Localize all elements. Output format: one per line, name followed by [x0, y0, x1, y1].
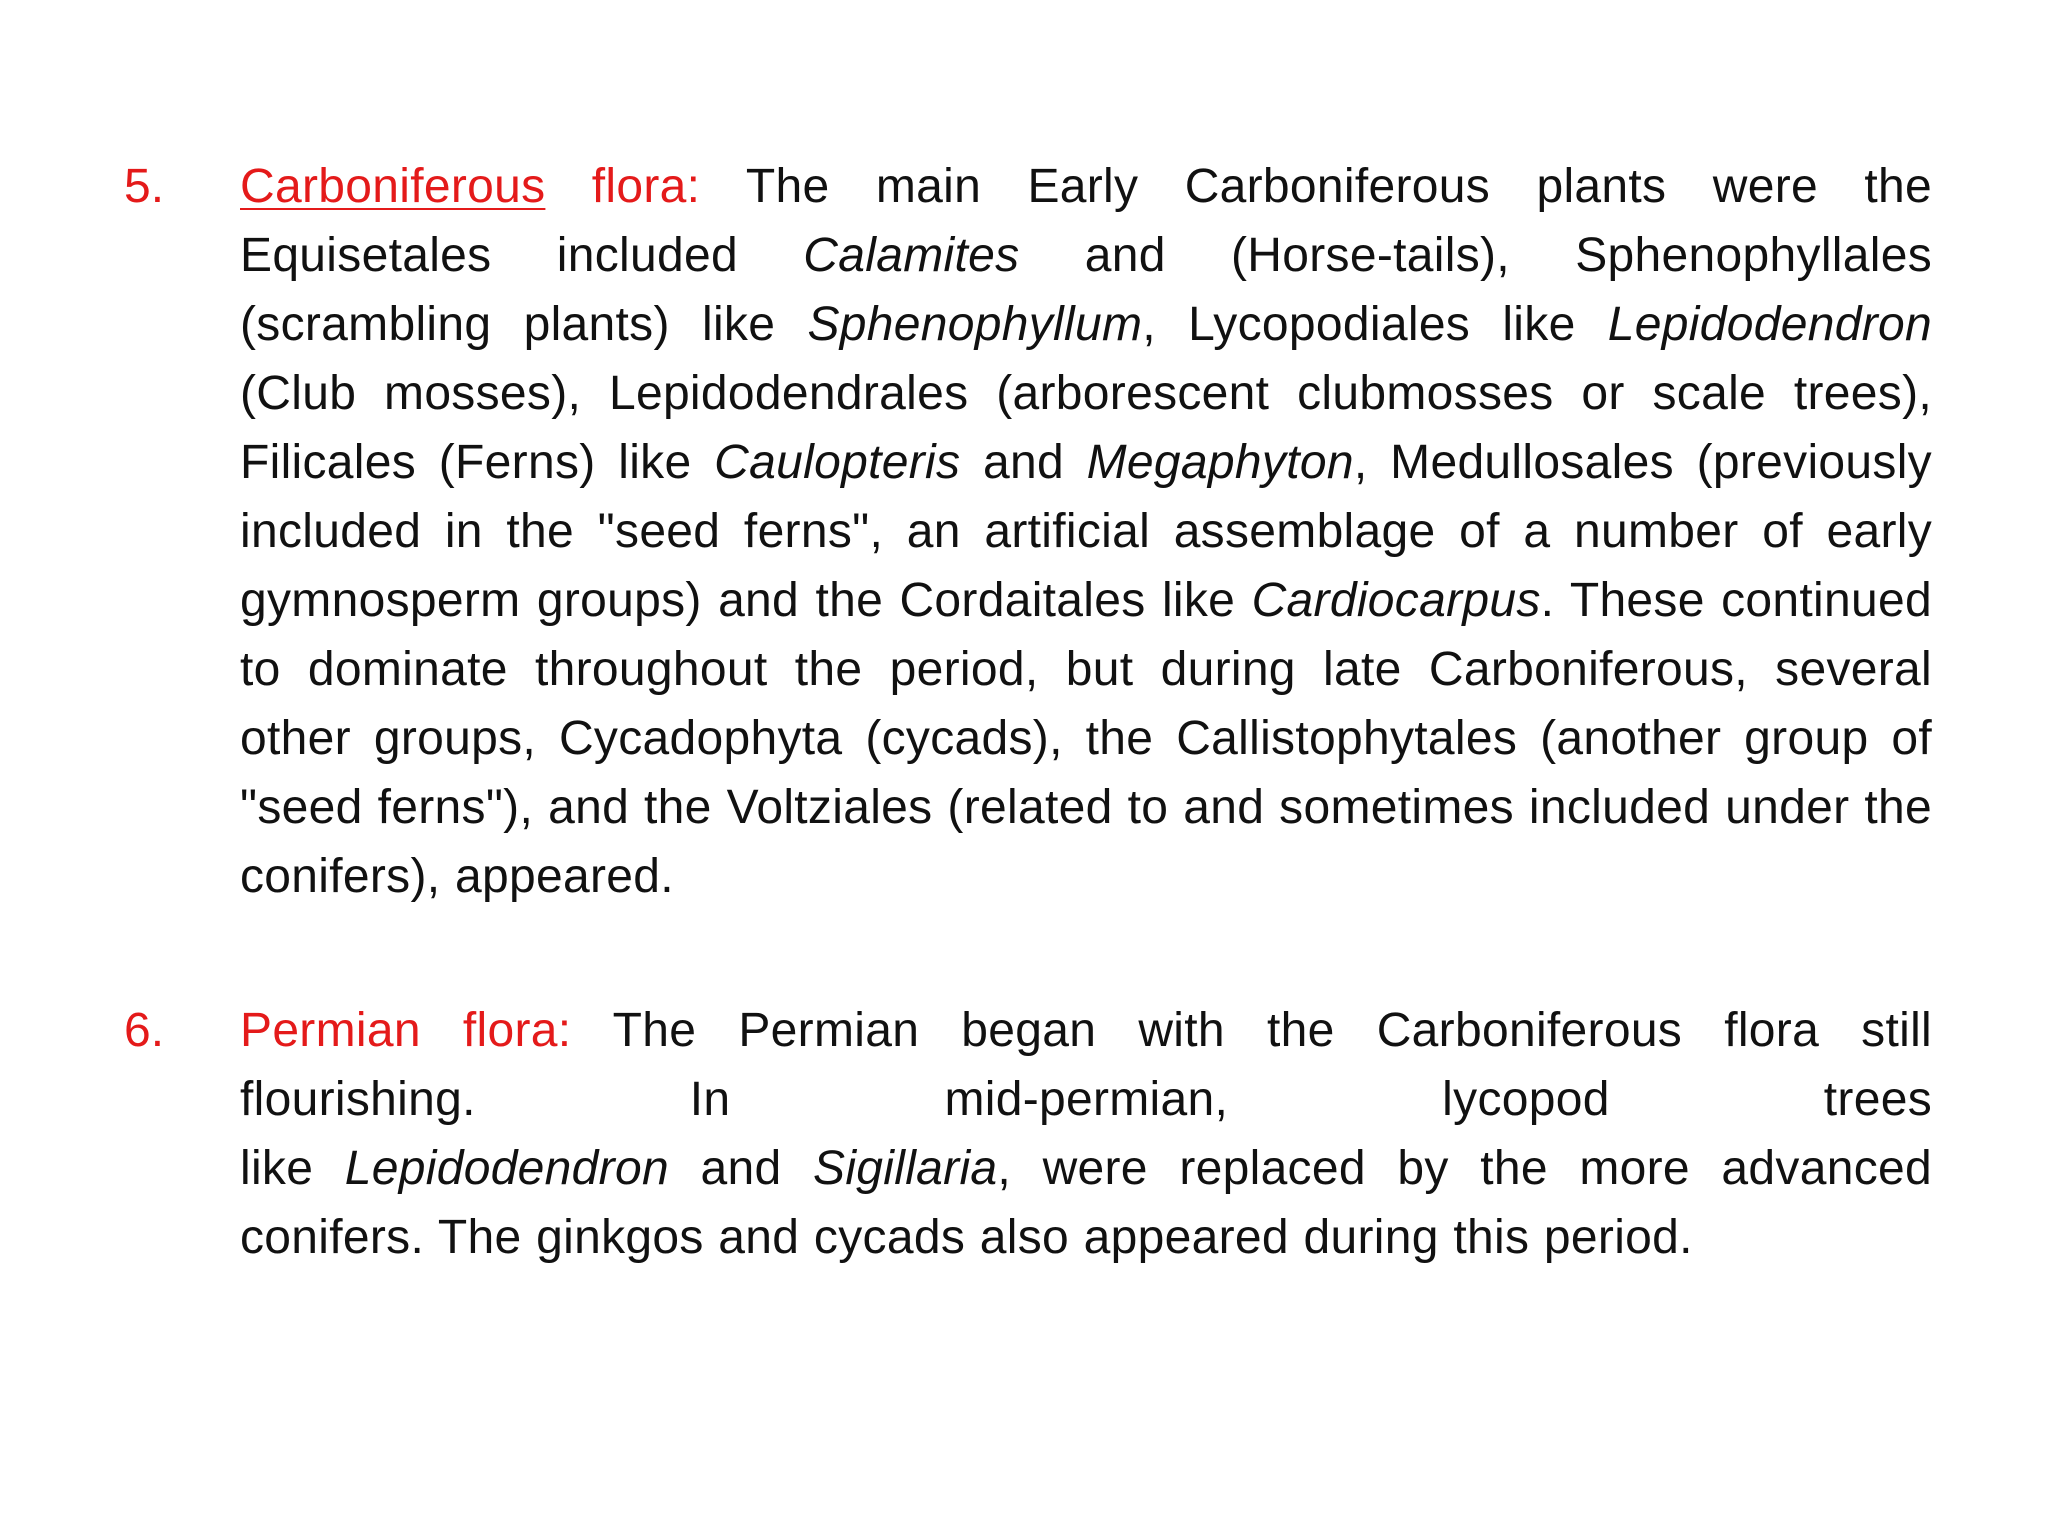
item-number: 5.	[124, 160, 165, 213]
paragraph-text: , Lycopodiales like	[1142, 298, 1608, 351]
paragraph-text: The Permian began with the Carboniferous flora still flourishing. In mid-permian, lycopod trees	[240, 1004, 1932, 1126]
paragraph-text: and	[668, 1142, 813, 1195]
taxon-name: Calamites	[803, 229, 1020, 282]
paragraph-text: (Club mosses), Lepidodendrales (arborescent clubmosses or scale trees), Filicales (Ferns) like	[240, 367, 1932, 489]
item-paragraph	[240, 152, 1932, 911]
paragraph-text: and (Horse-tails), Sphenophyllales (scrambling plants) like	[240, 229, 1932, 351]
paragraph-text: like	[240, 1142, 345, 1195]
paragraph-text: The main Early Carboniferous plants were the Equisetales included	[240, 160, 1932, 282]
item-paragraph	[240, 996, 1932, 1272]
term-heading: Carboniferous	[240, 160, 546, 213]
taxon-name: Caulopteris	[714, 436, 961, 489]
term-heading-suffix: flora:	[545, 160, 701, 213]
paragraph-line	[240, 1134, 1932, 1272]
paragraph-text: . These continued to dominate throughout the period, but during late Carboniferous, several other groups, Cycadophyta (cycads), the Callistophytales (another group of "seed ferns"), and the Voltziales (related to and sometimes included under the conifers), appeared.	[240, 574, 1932, 903]
paragraph-text: , were replaced by the more advanced conifers. The ginkgos and cycads also appeared during this period.	[240, 1142, 1932, 1264]
taxon-name: Sphenophyllum	[807, 298, 1143, 351]
item-number: 6.	[124, 1004, 165, 1057]
paragraph-text: , Medullosales (previously included in the "seed ferns", an artificial assemblage of a number of early gymnosperm groups) and the Cordaitales like	[240, 436, 1932, 627]
taxon-name: Lepidodendron	[344, 1142, 669, 1195]
paragraph-line	[240, 996, 1932, 1134]
taxon-name: Sigillaria	[813, 1142, 998, 1195]
taxon-name: Megaphyton	[1086, 436, 1354, 489]
taxon-name: Cardiocarpus	[1251, 574, 1541, 627]
paragraph-text: and	[960, 436, 1087, 489]
term-heading: Permian flora:	[240, 1004, 572, 1057]
taxon-name: Lepidodendron	[1607, 298, 1932, 351]
